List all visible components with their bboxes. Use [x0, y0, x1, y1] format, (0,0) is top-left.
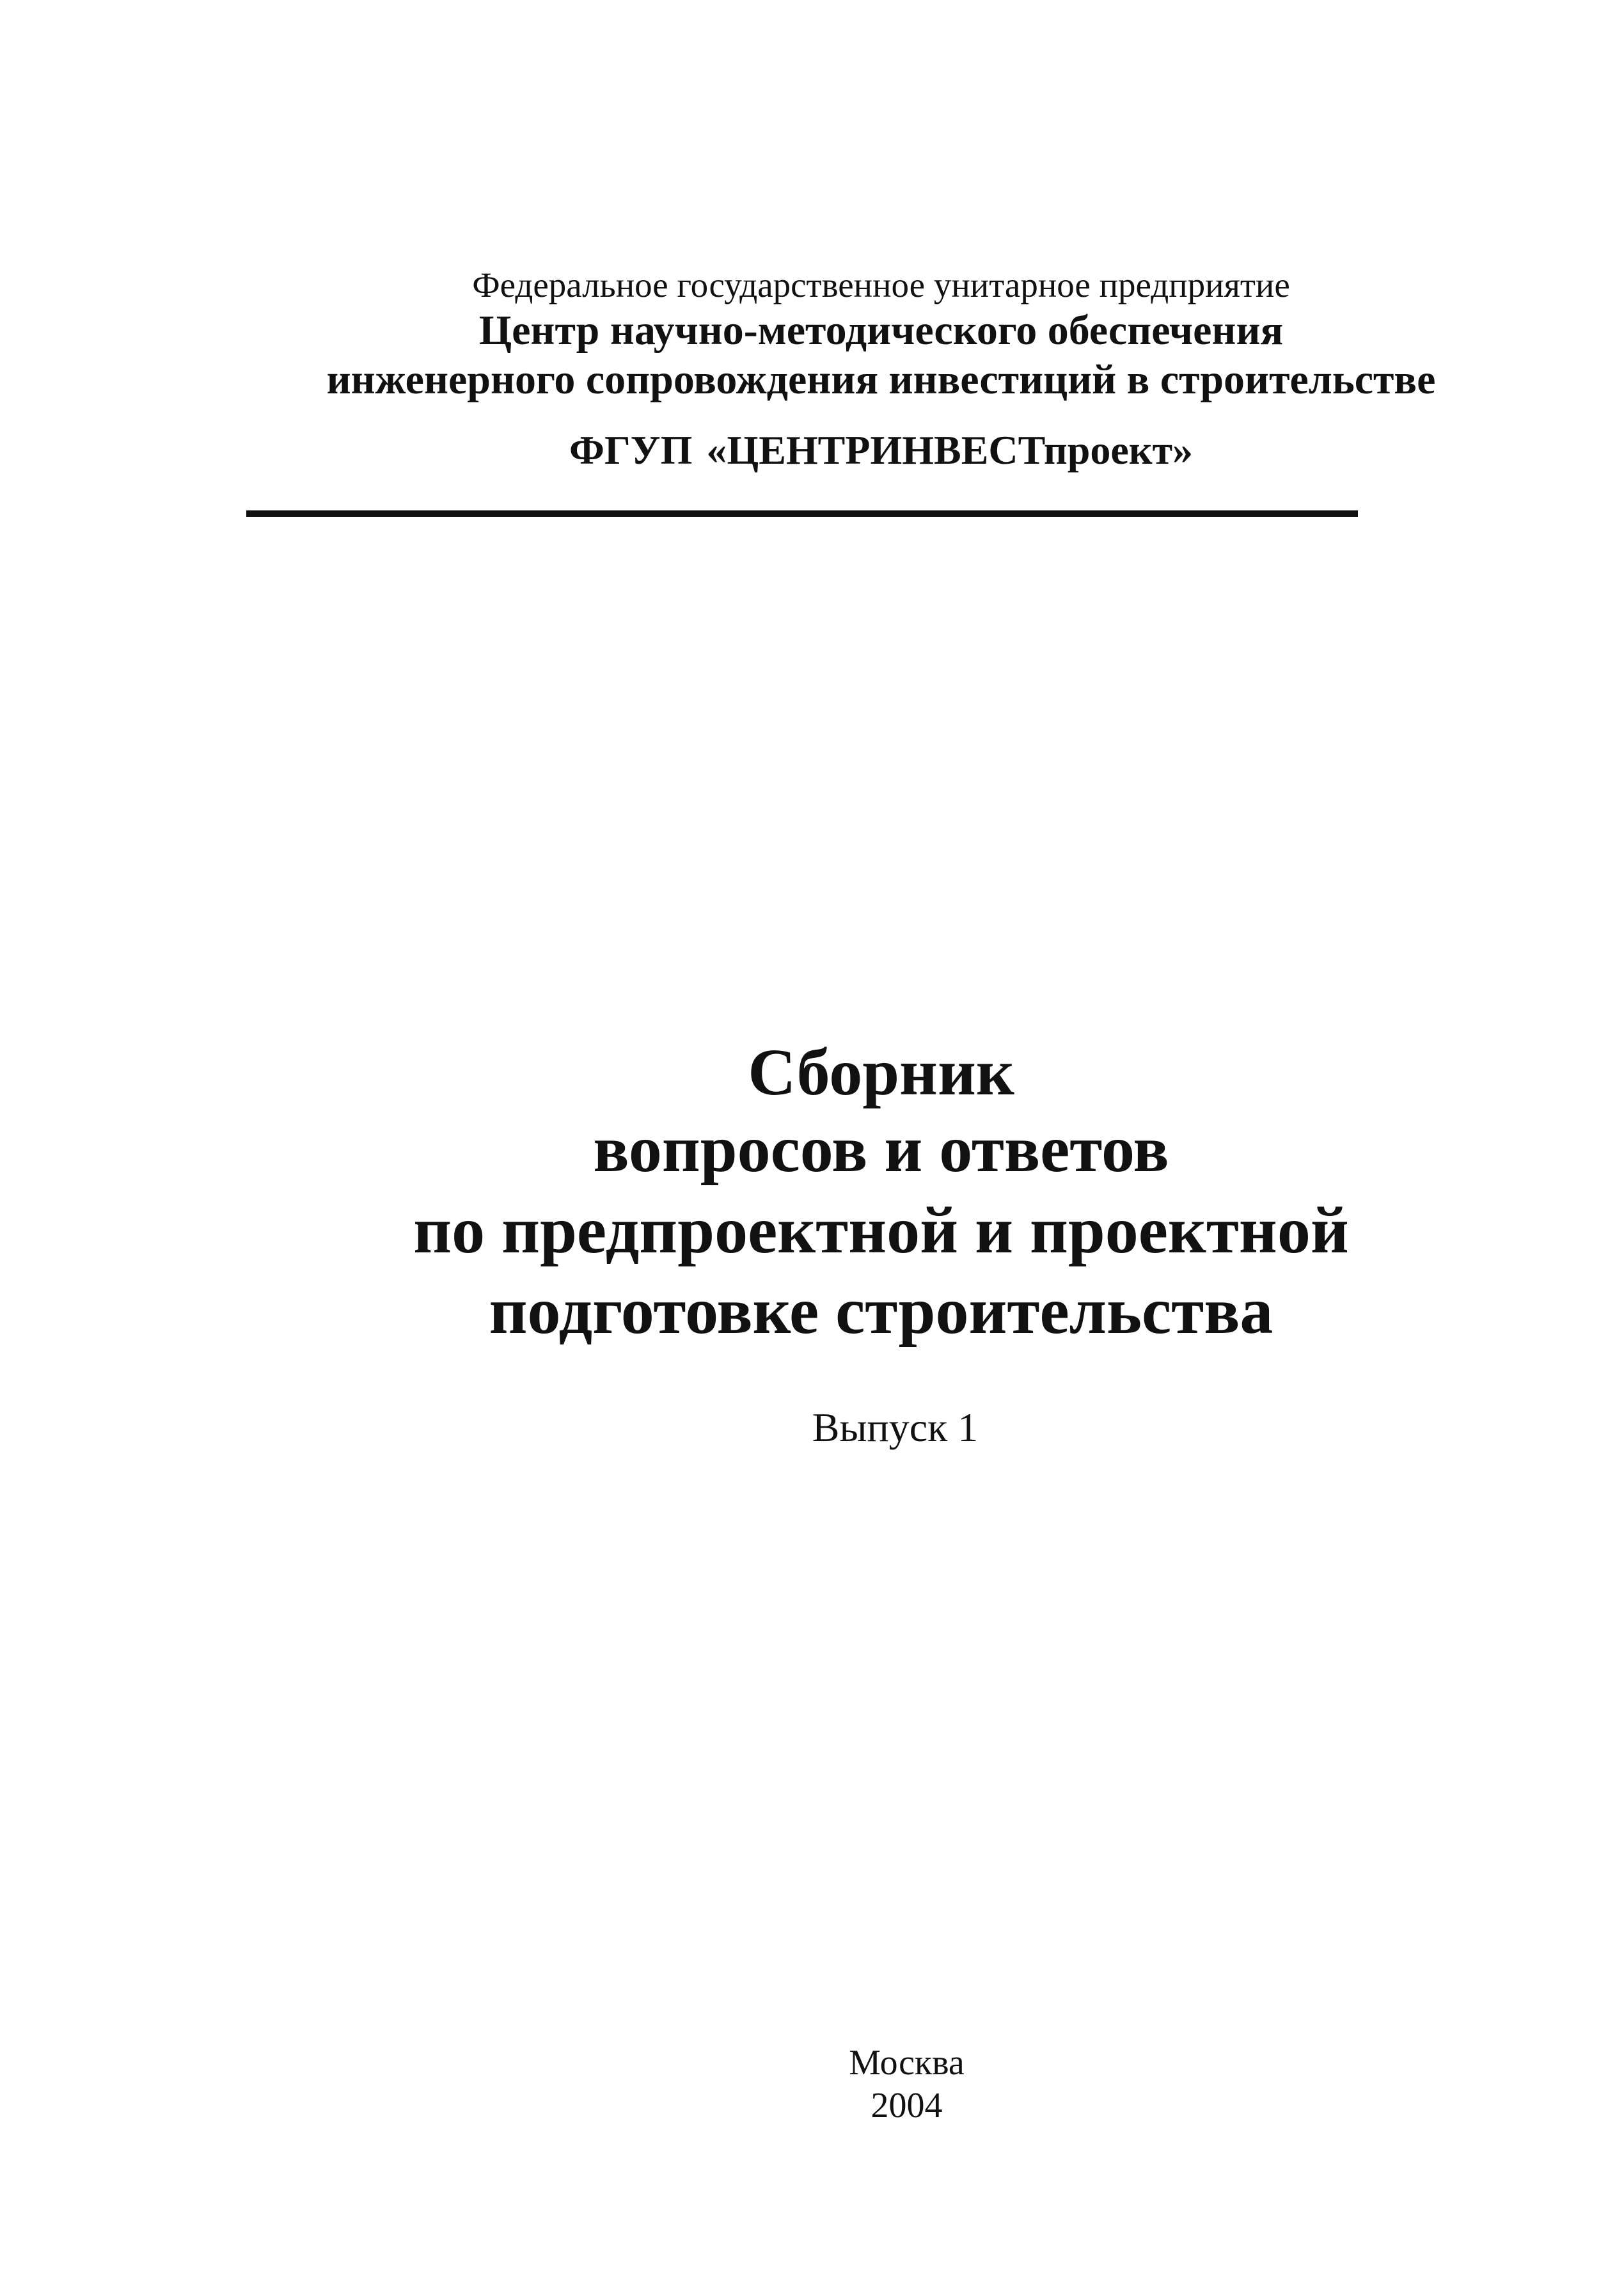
organization-abbreviation: ФГУП «ЦЕНТРИНВЕСТпроект»	[569, 427, 1194, 473]
document-title-line-4: подготовке строительства	[489, 1274, 1273, 1348]
organization-name-line-2: инженерного сопровождения инвестиций в строительстве	[326, 356, 1436, 403]
enterprise-type: Федеральное государственное унитарное предприятие	[472, 265, 1290, 304]
header-divider	[246, 510, 1358, 517]
publication-year: 2004	[871, 2086, 943, 2125]
document-title-line-1: Сборник	[748, 1036, 1014, 1109]
document-title-line-3: по предпроектной и проектной	[413, 1194, 1349, 1267]
publication-city: Москва	[849, 2043, 965, 2083]
document-title-line-2: вопросов и ответов	[593, 1112, 1169, 1186]
issue-number: Выпуск 1	[812, 1405, 979, 1450]
organization-name-line-1: Центр научно-методического обеспечения	[478, 307, 1284, 354]
